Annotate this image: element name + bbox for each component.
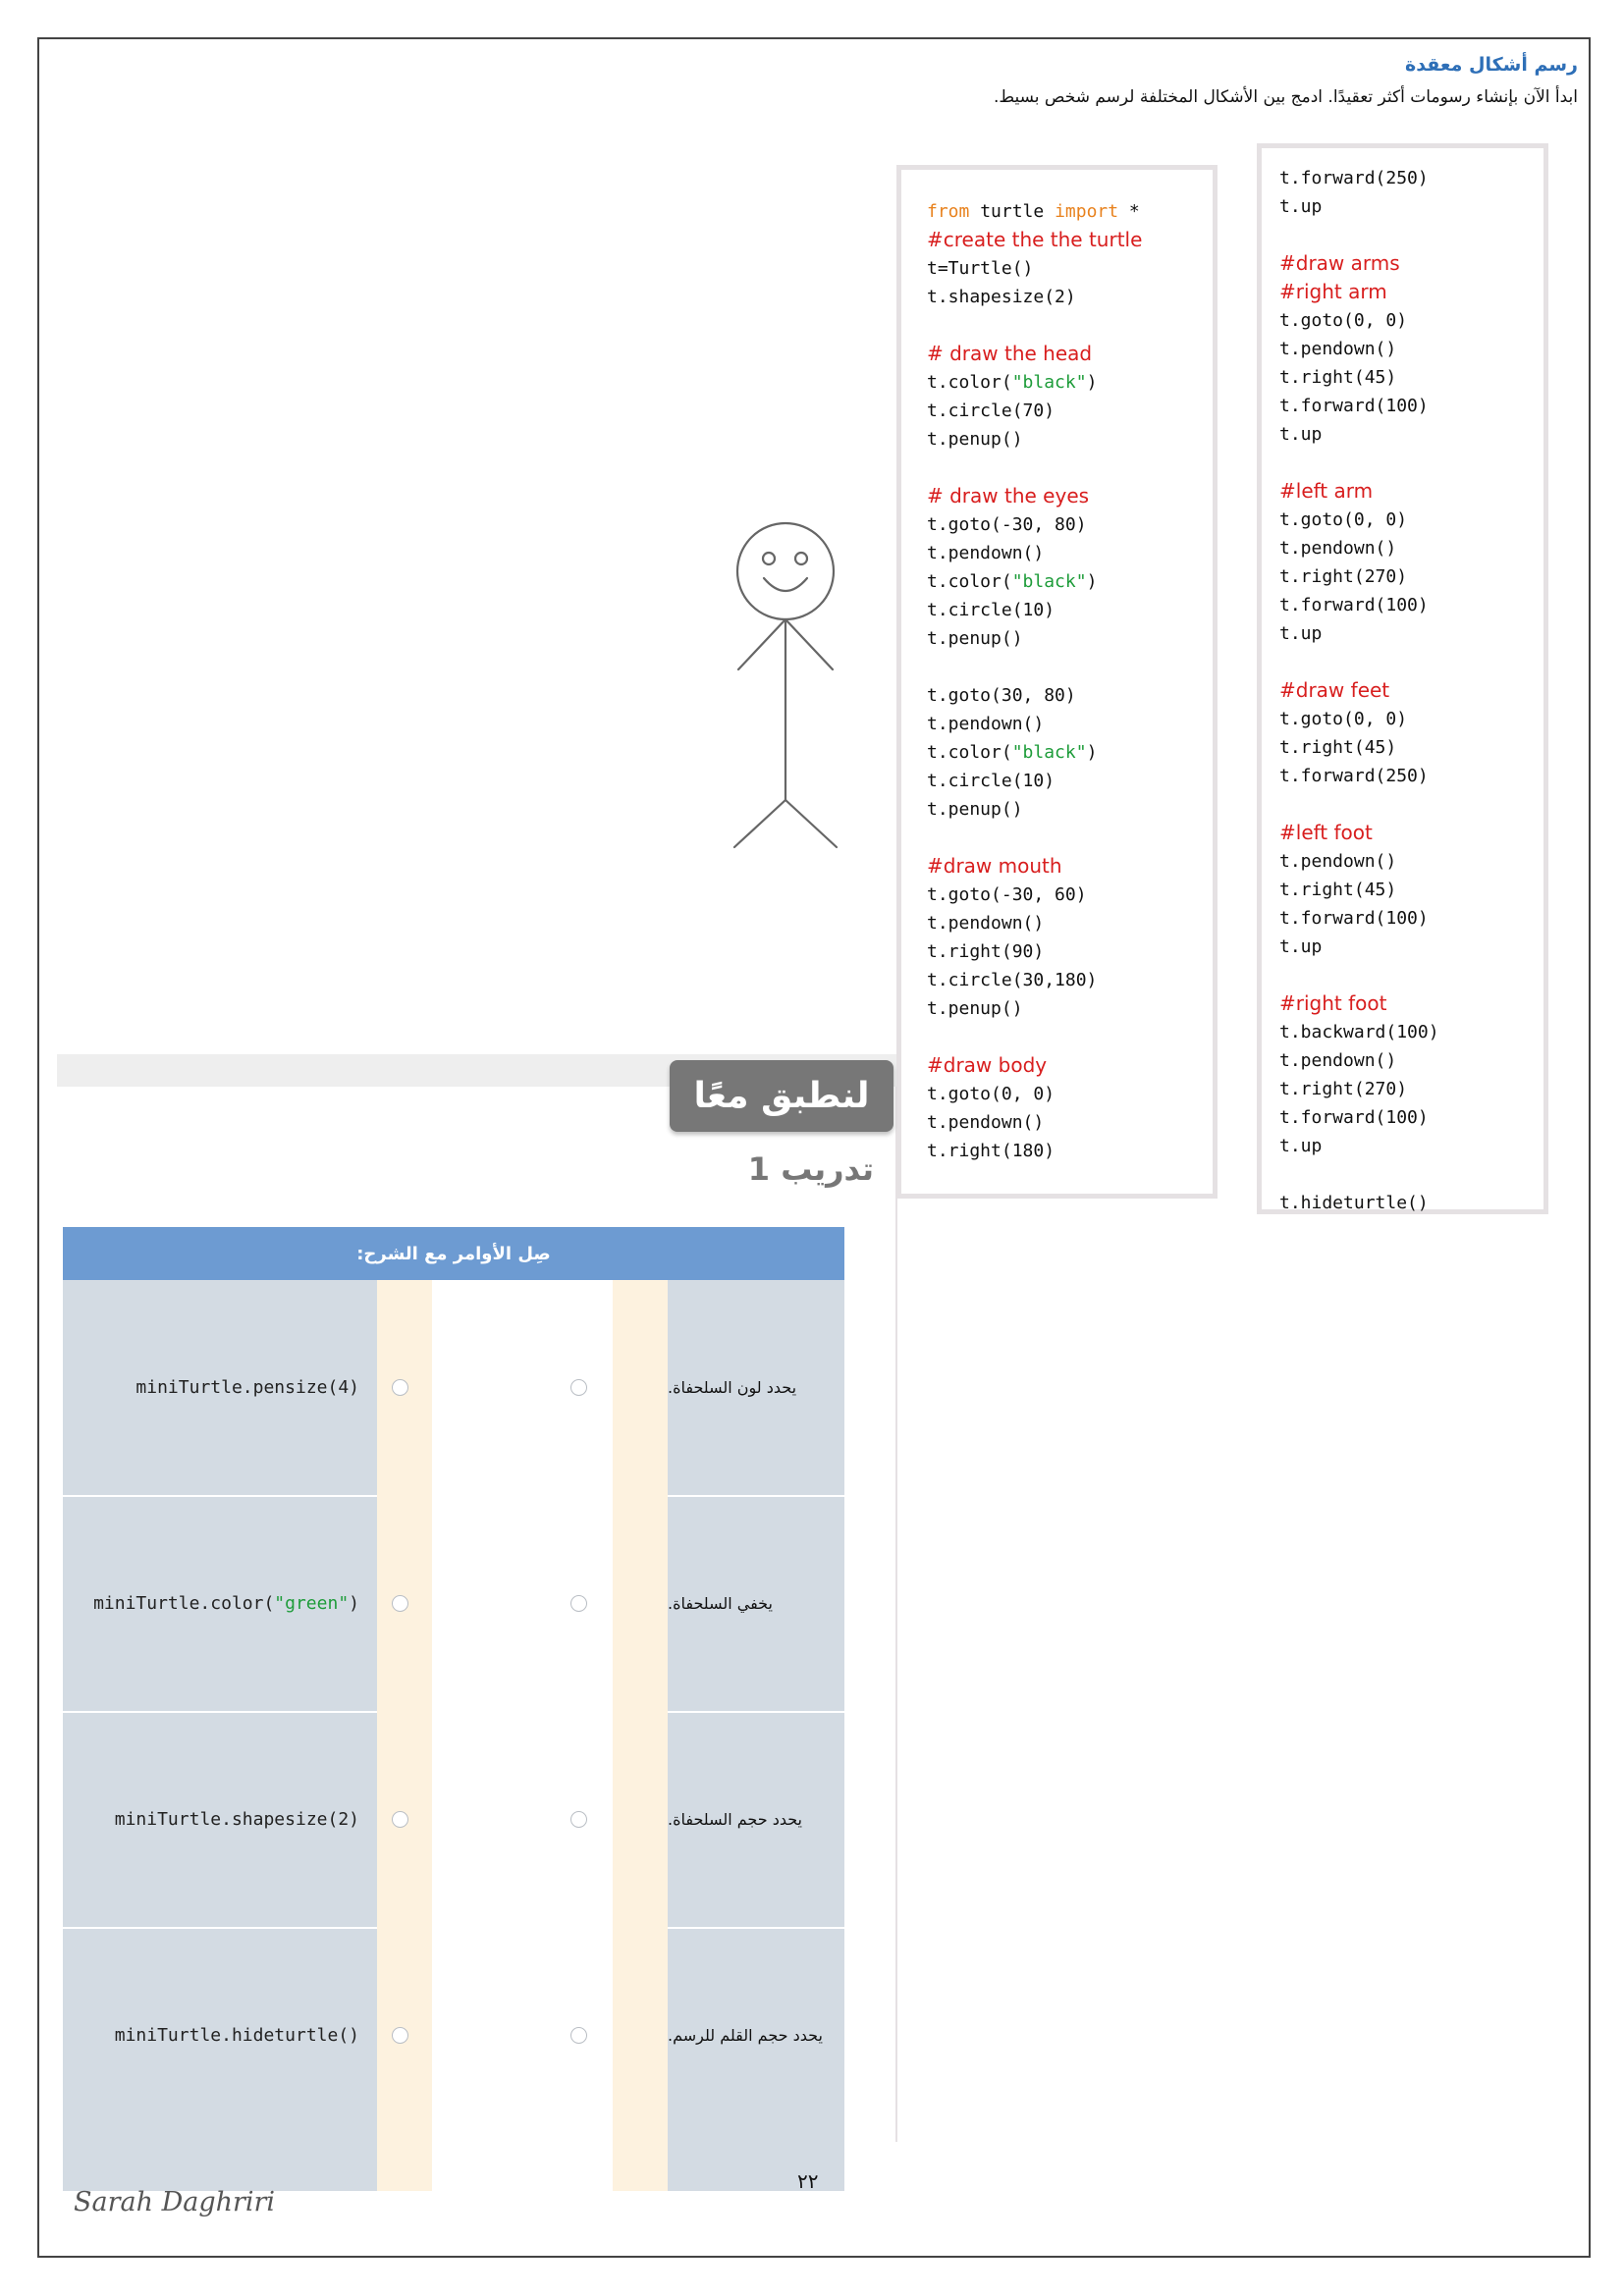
code-line xyxy=(1279,449,1543,477)
code-line: t.forward(250) xyxy=(1279,168,1429,188)
code-line: t.pendown() xyxy=(927,913,1045,934)
page-number: ٢٢ xyxy=(797,2169,819,2193)
code-line: t.right(90) xyxy=(927,941,1045,962)
code-line: t.pendown() xyxy=(927,714,1045,734)
code-line: t.penup() xyxy=(927,429,1023,450)
code-token: ) xyxy=(1086,372,1098,393)
code-line: #left foot xyxy=(1279,821,1373,844)
code-line: t.pendown() xyxy=(1279,538,1397,559)
stick-figure-right-leg xyxy=(785,800,837,847)
code-string: "black" xyxy=(1011,742,1087,763)
code-line: #right arm xyxy=(1279,280,1387,303)
code-line: t.forward(100) xyxy=(1279,1107,1429,1128)
code-line: t.goto(-30, 60) xyxy=(927,884,1087,905)
code-token: turtle xyxy=(969,201,1056,222)
code-line: t.hideturtle() xyxy=(1279,1193,1429,1213)
code-line: # draw the head xyxy=(927,342,1093,365)
matching-table-body xyxy=(63,1280,844,2191)
stick-figure-right-eye xyxy=(795,553,807,564)
description-match-radio[interactable] xyxy=(570,2027,587,2044)
code-line: t.up xyxy=(1279,424,1323,445)
code-line: t.forward(100) xyxy=(1279,595,1429,615)
section-subtitle: ابدأ الآن بإنشاء رسومات أكثر تعقيدًا. ادمج بين الأشكال المختلفة لرسم شخص بسيط. xyxy=(993,87,1578,107)
matching-gap xyxy=(432,1280,613,2191)
code-line xyxy=(1279,221,1543,249)
code-line: t.right(270) xyxy=(1279,1079,1408,1099)
description-match-radio[interactable] xyxy=(570,1595,587,1612)
code-line: t.circle(10) xyxy=(927,771,1056,791)
code-line: t.penup() xyxy=(927,628,1023,649)
code-token: ) xyxy=(1086,571,1098,592)
code-line: #draw feet xyxy=(1279,678,1390,702)
stick-figure-left-leg xyxy=(734,800,785,847)
code-line: t.shapesize(2) xyxy=(927,287,1076,307)
command-cell xyxy=(63,1496,359,1711)
code-line: t.pendown() xyxy=(1279,339,1397,359)
code-block-left xyxy=(896,165,1218,1199)
code-line: t.pendown() xyxy=(927,543,1045,563)
apply-together-banner: لنطبق معًا xyxy=(670,1060,893,1132)
answer-column-right xyxy=(613,1280,668,2191)
matching-exercise-table xyxy=(63,1227,844,2191)
code-line: t.forward(250) xyxy=(1279,766,1429,786)
code-line: t.goto(0, 0) xyxy=(927,1084,1056,1104)
code-line: t.right(45) xyxy=(1279,880,1397,900)
code-line xyxy=(927,567,1213,596)
code-line: # draw the eyes xyxy=(927,484,1090,507)
code-line xyxy=(927,738,1213,767)
code-line: t.goto(30, 80) xyxy=(927,685,1076,706)
code-line: t.penup() xyxy=(927,799,1023,820)
description-cell: يحدد حجم القلم للرسم. xyxy=(668,2026,823,2045)
stick-figure-mouth xyxy=(764,578,807,591)
code-line: t.right(270) xyxy=(1279,566,1408,587)
code-token: t.color( xyxy=(927,742,1012,763)
description-match-radio[interactable] xyxy=(570,1811,587,1828)
code-line xyxy=(1279,961,1543,989)
description-cell: يحدد لون السلحفاة. xyxy=(668,1378,797,1397)
command-cell xyxy=(63,1712,359,1927)
command-match-radio[interactable] xyxy=(392,1595,408,1612)
code-line xyxy=(1279,1160,1543,1189)
matching-table-header: صِل الأوامر مع الشرح: xyxy=(63,1227,844,1280)
command-cell xyxy=(63,1280,359,1495)
code-line: #right foot xyxy=(1279,991,1387,1015)
code-line: t.right(45) xyxy=(1279,367,1397,388)
code-keyword: import xyxy=(1055,201,1119,222)
exercise-label: تدريب 1 xyxy=(747,1150,874,1188)
code-line: #draw arms xyxy=(1279,251,1400,275)
column-divider xyxy=(895,1087,897,2142)
code-line: t.right(45) xyxy=(1279,737,1397,758)
code-line xyxy=(927,454,1213,482)
author-signature: Sarah Daghriri xyxy=(74,2187,276,2217)
code-line: t=Turtle() xyxy=(927,258,1034,279)
code-line: t.pendown() xyxy=(927,1112,1045,1133)
code-line: t.circle(70) xyxy=(927,400,1056,421)
code-line: t.circle(10) xyxy=(927,600,1056,620)
section-title: رسم أشكال معقدة xyxy=(1405,54,1578,76)
code-line xyxy=(927,197,1213,226)
code-line: t.goto(0, 0) xyxy=(1279,509,1408,530)
stick-figure-right-arm xyxy=(785,619,833,669)
code-token: * xyxy=(1118,201,1140,222)
code-token: ) xyxy=(1086,742,1098,763)
code-line: t.up xyxy=(1279,623,1323,644)
answer-column-left xyxy=(377,1280,432,2191)
description-match-radio[interactable] xyxy=(570,1379,587,1396)
code-string: "black" xyxy=(1011,372,1087,393)
code-line xyxy=(927,1023,1213,1051)
code-line: t.up xyxy=(1279,196,1323,217)
command-match-radio[interactable] xyxy=(392,1811,408,1828)
code-line: t.forward(100) xyxy=(1279,908,1429,929)
command-text: miniTurtle.pensize(4) xyxy=(135,1377,359,1398)
code-line: t.pendown() xyxy=(1279,851,1397,872)
stick-figure-illustration xyxy=(727,515,844,849)
code-line xyxy=(927,368,1213,397)
code-token: t.color( xyxy=(927,372,1012,393)
code-line: t.up xyxy=(1279,936,1323,957)
description-cell: يحدد حجم السلحفاة. xyxy=(668,1810,802,1829)
code-string: "green" xyxy=(274,1593,350,1614)
code-line: t.right(180) xyxy=(927,1141,1056,1161)
command-cell xyxy=(63,1928,359,2143)
code-block-right xyxy=(1257,143,1548,1214)
command-text: miniTurtle.hideturtle() xyxy=(114,2025,359,2046)
code-line: t.penup() xyxy=(927,998,1023,1019)
code-line: t.goto(-30, 80) xyxy=(927,514,1087,535)
code-token: t.color( xyxy=(927,571,1012,592)
code-line: #draw body xyxy=(927,1053,1048,1077)
code-line: t.up xyxy=(1279,1136,1323,1156)
command-match-radio[interactable] xyxy=(392,2027,408,2044)
code-line: t.pendown() xyxy=(1279,1050,1397,1071)
command-text: miniTurtle.shapesize(2) xyxy=(114,1809,359,1830)
code-line: #create the the turtle xyxy=(927,228,1143,251)
code-keyword: from xyxy=(927,201,970,222)
code-line: t.goto(0, 0) xyxy=(1279,310,1408,331)
code-line xyxy=(927,653,1213,681)
code-line: t.backward(100) xyxy=(1279,1022,1439,1042)
code-line xyxy=(1279,648,1543,676)
code-line: #draw mouth xyxy=(927,854,1062,878)
code-line: t.goto(0, 0) xyxy=(1279,709,1408,729)
code-string: "black" xyxy=(1011,571,1087,592)
code-line xyxy=(927,311,1213,340)
description-cell: يخفي السلحفاة. xyxy=(668,1594,773,1613)
code-line: t.forward(100) xyxy=(1279,396,1429,416)
stick-figure-left-eye xyxy=(763,553,775,564)
command-text: ) xyxy=(349,1593,359,1614)
command-text: miniTurtle.color( xyxy=(93,1593,275,1614)
code-line xyxy=(1279,790,1543,819)
code-line: t.circle(30,180) xyxy=(927,970,1098,990)
stick-figure-left-arm xyxy=(738,619,785,669)
code-line xyxy=(927,824,1213,852)
stick-figure-head xyxy=(737,523,834,619)
code-line: #left arm xyxy=(1279,479,1374,503)
command-match-radio[interactable] xyxy=(392,1379,408,1396)
